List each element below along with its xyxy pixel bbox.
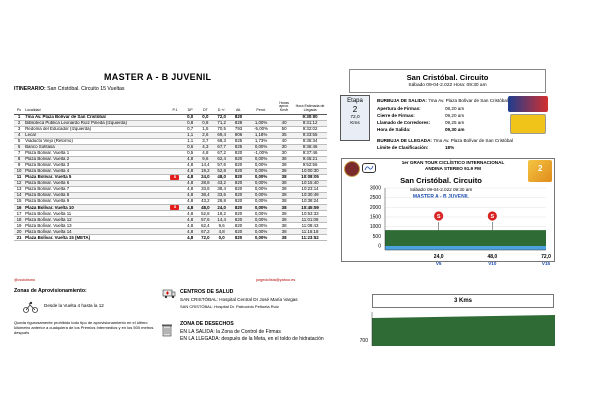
itinerary-label: ITINERARIO: (14, 86, 46, 92)
y-tick-label: 1000 (369, 224, 381, 231)
start-heading-place: 7ma Av. Plaza Bolívar de San Cristóbal (426, 98, 508, 103)
cell-dp: 0,0 (183, 114, 198, 120)
cell-pc: 17 (14, 211, 24, 217)
cell-d: 67,2 (213, 150, 230, 156)
route-table (14, 101, 327, 241)
cell-alt: 820 (230, 235, 247, 241)
y-tick-label: 1500 (369, 214, 381, 221)
cell-pc: 9 (14, 162, 24, 168)
cell-kmh: 38 (275, 199, 293, 205)
cell-pc: 12 (14, 181, 24, 187)
cell-pc: 15 (14, 199, 24, 205)
cell-kmh: 30 (275, 144, 293, 150)
cell-dp: 4,8 (183, 223, 198, 229)
supply-text: Desde la Vuelta 4 hasta la 12 (44, 303, 104, 308)
x-tick-lap-label: V10 (488, 261, 497, 266)
col-d: D.+/- (213, 101, 230, 114)
cell-alt: 820 (230, 229, 247, 235)
cell-alt: 820 (230, 205, 247, 211)
col-dt: DT (197, 101, 213, 114)
cell-pend: 0,00% (247, 144, 275, 150)
cell-alt: 820 (230, 162, 247, 168)
cell-loc: Plaza Bolívar. Vuelta 5 (24, 174, 167, 180)
cell-pc: 10 (14, 168, 24, 174)
cell-dp: 0,5 (183, 150, 198, 156)
cell-loc: Plaza Bolívar. Vuelta 11 (24, 211, 167, 217)
cell-hora: 10:53:33 (293, 211, 327, 217)
x-tick-lap-label: V15 (541, 261, 551, 266)
y-tick-label: 2000 (369, 204, 381, 211)
cell-loc: Plaza Bolívar. Vuelta 14 (24, 229, 167, 235)
sprint-marker-label: S (490, 214, 495, 220)
col-hora: Hora Estimada de Llegada (293, 101, 327, 114)
schedule-row: Cierre de Firmas: 09,20 am (377, 113, 465, 118)
cell-d: 62,4 (213, 156, 230, 162)
cell-dp: 4,8 (183, 181, 198, 187)
cell-d: 9,6 (213, 223, 230, 229)
cell-dp: 4,8 (183, 205, 198, 211)
ambulance-icon (162, 286, 176, 300)
cell-dt: 67,2 (197, 229, 213, 235)
sprint-badge: S (170, 175, 179, 180)
y-tick-label: 3000 (369, 185, 381, 192)
cell-pend: 0,00% (247, 211, 275, 217)
cell-alt: 825 (230, 138, 247, 144)
cell-d: 71,2 (213, 120, 230, 126)
cell-pend: 0,00% (247, 187, 275, 193)
cell-d: 14,4 (213, 217, 230, 223)
cell-pc: 18 (14, 217, 24, 223)
cell-pend: -1,00% (247, 150, 275, 156)
waste-line-1: EN LA SALIDA: la Zona de Control de Firmas (180, 329, 281, 335)
cell-kmh: 38 (275, 229, 293, 235)
cell-dt: 4,3 (197, 144, 213, 150)
cell-alt: 828 (230, 120, 247, 126)
stage-badge-label: Etapa (347, 98, 363, 104)
cell-d: 28,8 (213, 199, 230, 205)
cell-dp: 4,8 (183, 187, 198, 193)
cell-dp: 0,7 (183, 126, 198, 132)
cell-pc: 5 (14, 138, 24, 144)
cell-hora: 9:36:46 (293, 144, 327, 150)
x-tick-lap-label: V5 (435, 261, 442, 266)
cell-loc: Viaducto Viejo (Retorno) (24, 138, 167, 144)
feed-bag-icon (20, 300, 40, 312)
table-header-row (14, 101, 327, 114)
cell-alt: 820 (230, 156, 247, 162)
cell-pend: 0,00% (247, 223, 275, 229)
cell-dp: 4,8 (183, 174, 198, 180)
cell-p (167, 235, 183, 241)
col-pc: Pc (14, 101, 24, 114)
cell-pend: 0,00% (247, 174, 275, 180)
cell-pc: 20 (14, 229, 24, 235)
municipal-seal (344, 161, 360, 177)
sprint-marker-label: S (436, 214, 441, 220)
cell-pc: 21 (14, 235, 24, 241)
cell-pc: 6 (14, 144, 24, 150)
stage-badge-number: 2 (352, 105, 358, 115)
cell-dp: 4,8 (183, 162, 198, 168)
cell-alt: 820 (230, 193, 247, 199)
stage-title: San Cristóbal. Circuito (406, 73, 489, 82)
cell-pend: 0,00% (247, 205, 275, 211)
cell-dt: 4,8 (197, 150, 213, 156)
cell-loc: Plaza Bolívar. Vuelta 7 (24, 187, 167, 193)
trash-icon (161, 323, 173, 337)
cell-dt: 3,7 (197, 138, 213, 144)
cell-hora: 9:33:55 (293, 132, 327, 138)
supply-heading: Zonas de Aprovisionamiento: (14, 288, 87, 294)
cell-alt: 793 (230, 126, 247, 132)
cell-kmh: 38 (275, 205, 293, 211)
cell-dp: 4,8 (183, 217, 198, 223)
cell-dp: 4,8 (183, 168, 198, 174)
cell-loc: Plaza Bolívar. Vuelta 1 (24, 150, 167, 156)
cell-dt: 9,6 (197, 156, 213, 162)
x-tick-label: 24,0 (433, 254, 444, 260)
cell-d: 33,6 (213, 193, 230, 199)
health-line-2: SAN CRISTÓBAL: Hospital Dr. Patrocinio Peñuela Ruíz (180, 304, 279, 309)
cell-d: 19,2 (213, 211, 230, 217)
cell-dt: 52,8 (197, 211, 213, 217)
cell-d: 24,0 (213, 205, 230, 211)
cell-dp: 4,8 (183, 156, 198, 162)
x-tick-label: 72,0 (541, 254, 551, 260)
cell-loc: Banco Sofitasa (24, 144, 167, 150)
cell-pend: 1,18% (247, 132, 275, 138)
cell-dt: 62,4 (197, 223, 213, 229)
cell-pend: 0,00% (247, 235, 275, 241)
stage-header-box (349, 69, 546, 93)
cell-alt: 820 (230, 174, 247, 180)
cell-pend: 0,00% (247, 193, 275, 199)
cell-loc: Plaza Bolívar. Vuelta 4 (24, 168, 167, 174)
cell-loc: Redoma del Educador (Izquierda) (24, 126, 167, 132)
cell-dt: 28,8 (197, 181, 213, 187)
radio-logo-stage-number: 2 (538, 164, 543, 173)
cell-pc: 14 (14, 193, 24, 199)
cell-dt: 48,0 (197, 205, 213, 211)
cell-loc: Plaza Bolívar. Vuelta 8 (24, 193, 167, 199)
footer-email: jorgeciclista@yahoo.es (256, 278, 296, 282)
cell-alt: 820 (230, 223, 247, 229)
y-tick-label: 2500 (369, 195, 381, 202)
cell-pend: 0,00% (247, 199, 275, 205)
cell-dp: 0,8 (183, 120, 198, 126)
cell-pc: 1 (14, 114, 24, 120)
cell-loc: Plaza Bolívar. Vuelta 9 (24, 199, 167, 205)
cell-kmh: 38 (275, 187, 293, 193)
cell-alt: 820 (230, 217, 247, 223)
cell-hora: 9:31:12 (293, 120, 327, 126)
cell-kmh: 38 (275, 156, 293, 162)
cell-kmh: 30 (275, 150, 293, 156)
elevation-area (385, 230, 546, 246)
cell-kmh: 38 (275, 168, 293, 174)
cell-hora: 9:37:46 (293, 150, 327, 156)
cell-pend: 0,00% (247, 229, 275, 235)
cell-alt: 820 (230, 187, 247, 193)
itinerary-value: San Cristóbal. Circuito 15 Vueltas (47, 86, 125, 92)
cell-d: 57,6 (213, 162, 230, 168)
col-dp: DP (183, 101, 198, 114)
cell-kmh: 38 (275, 181, 293, 187)
health-heading: CENTROS DE SALUD (180, 289, 234, 295)
cell-kmh: 38 (275, 174, 293, 180)
y-tick-label: 500 (372, 233, 381, 240)
cell-dt: 2,6 (197, 132, 213, 138)
sprint-badge: S (170, 205, 179, 210)
cell-loc: Plaza Bolívar. Vuelta 6 (24, 181, 167, 187)
cell-alt: 820 (230, 181, 247, 187)
cell-pend: 0,00% (247, 217, 275, 223)
cell-d: 52,8 (213, 168, 230, 174)
y-tick-label: 0 (378, 243, 381, 250)
elevation-profile-chart (341, 180, 555, 276)
limit-row: Límite de Clasificación: 18% (377, 145, 455, 150)
cell-dp: 4,8 (183, 235, 198, 241)
cell-hora: 10:00:30 (293, 168, 327, 174)
cell-hora: 10:38:24 (293, 199, 327, 205)
cell-loc: Plaza Bolívar. Vuelta 3 (24, 162, 167, 168)
cell-d: 68,3 (213, 138, 230, 144)
cell-kmh: 38 (275, 193, 293, 199)
cell-alt: 820 (230, 114, 247, 120)
cyclist-illustration (510, 114, 546, 134)
cell-kmh: 38 (275, 223, 293, 229)
stage-badge (340, 95, 370, 141)
cell-pend: 0,00% (247, 156, 275, 162)
cell-pc: 16 (14, 205, 24, 211)
cell-alt: 820 (230, 150, 247, 156)
cell-pc: 7 (14, 150, 24, 156)
cell-pc: 11 (14, 174, 24, 180)
cell-dt: 0,0 (197, 114, 213, 120)
cell-hora: 10:15:40 (293, 181, 327, 187)
federation-logo (362, 163, 376, 173)
cell-hora: 9:52:56 (293, 162, 327, 168)
cell-d: 4,8 (213, 229, 230, 235)
cell-hora: 11:16:18 (293, 229, 327, 235)
col-p1: P.1 (167, 101, 183, 114)
finish-heading-label: BURBUJA DE LLEGADA: (377, 138, 432, 143)
cell-d: 69,4 (213, 132, 230, 138)
cell-d: 48,0 (213, 174, 230, 180)
cell-dt: 14,4 (197, 162, 213, 168)
finish-heading (377, 138, 513, 143)
base-strip (385, 246, 546, 250)
start-heading (377, 98, 508, 103)
cell-dt: 19,2 (197, 168, 213, 174)
finish-heading-place: 7ma Av. Plaza Bolívar de San Cristóbal (431, 138, 513, 143)
profile-date: Sábado 09-04-2.022 09:30 am (409, 187, 473, 192)
cell-hora: 10:30:49 (293, 193, 327, 199)
cell-hora: 10:23:14 (293, 187, 327, 193)
cell-pc: 3 (14, 126, 24, 132)
col-pend: Pend. (247, 101, 275, 114)
cell-alt: 806 (230, 132, 247, 138)
cell-kmh: 35 (275, 132, 293, 138)
schedule-row: Hora de Salida: 09,30 am (377, 127, 465, 132)
cell-loc: 7ma Av. Plaza Bolívar de San Cristóbal (24, 114, 167, 120)
cell-pend: 0,00% (247, 168, 275, 174)
cell-hora: 11:08:43 (293, 223, 327, 229)
tour-banner: 1er GRAN TOUR CICLÍSTICO INTERNACIONAL ANDINA STEREO 91.9 FM (401, 160, 505, 171)
cell-hora: 11:23:52 (293, 235, 327, 241)
waste-line-2: EN LA LLEGADA: después de la Meta, en el toldo de hidratación (180, 336, 324, 342)
cell-d: 43,2 (213, 181, 230, 187)
cell-d: 0,0 (213, 235, 230, 241)
supply-note: Queda rigurosamente prohibido todo tipo de aprovisionamiento en el último kilómetro anterior a cualquiera de los Premios Intermedios y en los 500 metros después (14, 320, 154, 335)
cell-loc: Plaza Bolívar. Vuelta 15 (META) (24, 235, 167, 241)
cell-loc: Plaza Bolívar. Vuelta 12 (24, 217, 167, 223)
final-km-area (372, 315, 555, 346)
profile-title: San Cristóbal. Circuito (400, 176, 482, 185)
cell-dp: 1,1 (183, 138, 198, 144)
itinerary (14, 86, 125, 92)
final-km-profile-chart (350, 310, 560, 358)
cell-pc: 19 (14, 223, 24, 229)
cell-kmh: 38 (275, 162, 293, 168)
stage-badge-distance: 72,0 (350, 114, 360, 120)
cell-kmh: 40 (275, 120, 293, 126)
sponsor-logo (508, 96, 548, 112)
schedule-row: Apertura de Firmas: 08,20 am (377, 106, 465, 111)
x-tick-label: 48,0 (487, 254, 498, 260)
cell-dp: 1,1 (183, 132, 198, 138)
cell-dt: 24,0 (197, 174, 213, 180)
cell-loc: Plaza Bolívar. Vuelta 2 (24, 156, 167, 162)
cell-dp: 4,8 (183, 229, 198, 235)
cell-hora: 9:45:21 (293, 156, 327, 162)
footer-handle: @vcciclismo (14, 278, 36, 282)
cell-alt: 820 (230, 211, 247, 217)
cell-alt: 820 (230, 168, 247, 174)
cell-pend: 1,00% (247, 120, 275, 126)
col-alt: Alt. (230, 101, 247, 114)
cell-pc: 8 (14, 156, 24, 162)
health-line-1: SAN CRISTÓBAL: Hospital Central Dr José María Vargas (180, 297, 298, 302)
cell-loc: Plaza Bolívar. Vuelta 13 (24, 223, 167, 229)
cell-d: 72,0 (213, 114, 230, 120)
cell-pend: 1,73% (247, 138, 275, 144)
cell-d: 38,4 (213, 187, 230, 193)
final-km-title: 3 Kms (372, 294, 554, 308)
cell-dt: 1,5 (197, 126, 213, 132)
cell-hora: 9:30:00 (293, 114, 327, 120)
cell-dp: 4,8 (183, 211, 198, 217)
cell-alt: 825 (230, 144, 247, 150)
cell-dt: 43,2 (197, 199, 213, 205)
cell-pc: 4 (14, 132, 24, 138)
cell-hora: 9:35:34 (293, 138, 327, 144)
cell-kmh: 38 (275, 211, 293, 217)
cell-kmh: 38 (275, 235, 293, 241)
cell-kmh: 40 (275, 138, 293, 144)
cell-dt: 57,6 (197, 217, 213, 223)
page-title: MASTER A - B JUVENIL (104, 72, 212, 82)
col-kmh: Horas aprox. Km/h (275, 101, 293, 114)
cell-hora: 10:45:59 (293, 205, 327, 211)
profile-category: MASTER A - B JUVENIL (412, 194, 470, 200)
schedule-row: Llamado de Corredores: 09,25 am (377, 120, 465, 125)
start-heading-label: BURBUJA DE SALIDA: (377, 98, 427, 103)
table-row (14, 235, 327, 241)
cell-pc: 13 (14, 187, 24, 193)
cell-loc: Plaza Bolívar. Vuelta 10 (24, 205, 167, 211)
col-localidad: Localidad (24, 101, 167, 114)
cell-d: 70,5 (213, 126, 230, 132)
waste-heading: ZONA DE DESECHOS (180, 321, 234, 327)
cell-dt: 33,6 (197, 187, 213, 193)
cell-dt: 72,0 (197, 235, 213, 241)
cell-dp: 4,8 (183, 199, 198, 205)
stage-date: Sábado 09-04-2.022 Hora: 09:30 am (408, 83, 487, 88)
stage-badge-unit: Kms (350, 120, 360, 126)
cell-hora: 10:08:05 (293, 174, 327, 180)
cell-hora: 11:01:08 (293, 217, 327, 223)
cell-dp: 0,6 (183, 144, 198, 150)
cell-dt: 38,4 (197, 193, 213, 199)
cell-loc: Lecar (24, 132, 167, 138)
cell-pend: 0,00% (247, 162, 275, 168)
cell-kmh: 38 (275, 217, 293, 223)
cell-pend: 0,00% (247, 181, 275, 187)
cell-dp: 4,8 (183, 193, 198, 199)
final-km-y-tick: 700 (359, 338, 368, 344)
cell-dt: 0,8 (197, 120, 213, 126)
cell-hora: 9:32:02 (293, 126, 327, 132)
cell-pend: -5,00% (247, 126, 275, 132)
cell-kmh: 50 (275, 126, 293, 132)
cell-alt: 820 (230, 199, 247, 205)
cell-d: 67,7 (213, 144, 230, 150)
cell-pc: 2 (14, 120, 24, 126)
cell-loc: Biblioteca Pública Leonardo Ruíz Pineda (Izquierda) (24, 120, 167, 126)
